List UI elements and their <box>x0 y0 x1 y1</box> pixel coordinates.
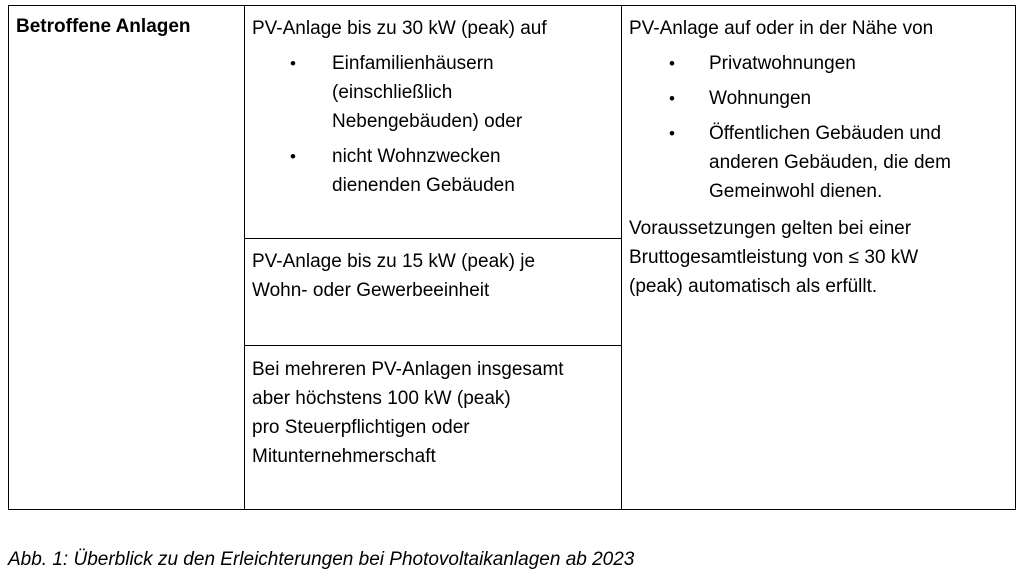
bullet-list <box>252 49 614 200</box>
list-item <box>252 142 614 200</box>
list-item <box>252 49 614 136</box>
text-line: Einfamilienhäusern <box>332 53 494 74</box>
text-line: Mitunternehmerschaft <box>252 446 436 467</box>
criteria-cell-multiple-systems <box>245 346 621 509</box>
text-line: anderen Gebäuden, die dem <box>709 152 951 173</box>
text-line: PV-Anlage bis zu 15 kW (peak) je <box>252 251 536 272</box>
list-item <box>629 84 1008 113</box>
row-label: Betroffene Anlagen <box>16 16 191 37</box>
bullet-icon: • <box>290 54 296 73</box>
text-line: dienenden Gebäuden <box>332 175 515 196</box>
text-line: Nebengebäuden) oder <box>332 111 523 132</box>
text-line: Öffentlichen Gebäuden und <box>709 123 942 144</box>
text-line: (einschließlich <box>332 82 453 103</box>
figure-caption: Abb. 1: Überblick zu den Erleichterungen bei Photovoltaikanlagen ab 2023 <box>8 549 635 570</box>
bullet-icon: • <box>669 89 675 108</box>
text-line: pro Steuerpflichtigen oder <box>252 417 470 438</box>
text-line: (peak) automatisch als erfüllt. <box>629 276 878 297</box>
text-line: aber höchstens 100 kW (peak) <box>252 388 511 409</box>
text-line: Bruttogesamtleistung von ≤ 30 kW <box>629 247 919 268</box>
bullet-icon: • <box>669 54 675 73</box>
text-line: Wohnungen <box>709 88 812 109</box>
text-line: Voraussetzungen gelten bei einer <box>629 218 912 239</box>
location-cell <box>622 6 1015 301</box>
row-label-column <box>9 6 245 509</box>
condition-note <box>629 214 1008 301</box>
text-line: Bei mehreren PV-Anlagen insgesamt <box>252 359 564 380</box>
location-column <box>622 6 1015 509</box>
bullet-icon: • <box>669 124 675 143</box>
text-line: Privatwohnungen <box>709 53 856 74</box>
text-line: Wohn- oder Gewerbeeinheit <box>252 280 490 301</box>
text-line: nicht Wohnzwecken <box>332 146 501 167</box>
criteria-column <box>245 6 622 509</box>
bullet-icon: • <box>290 147 296 166</box>
criteria-cell-per-unit <box>245 239 621 346</box>
criteria-cell-single-family <box>245 6 621 239</box>
text-line: Gemeinwohl dienen. <box>709 181 883 202</box>
list-item <box>629 119 1008 206</box>
cell-intro: PV-Anlage auf oder in der Nähe von <box>629 18 934 39</box>
list-item <box>629 49 1008 78</box>
relief-overview-table <box>8 5 1016 510</box>
bullet-list <box>629 49 1008 206</box>
cell-intro: PV-Anlage bis zu 30 kW (peak) auf <box>252 18 547 39</box>
